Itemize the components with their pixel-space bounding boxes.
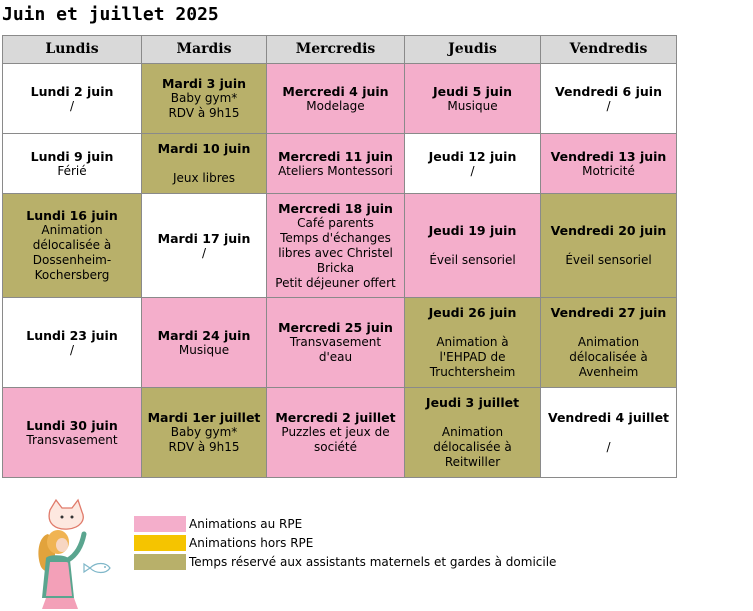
calendar-cell [142,64,267,134]
cell-activity: / [606,98,611,113]
legend-item [134,534,556,552]
cell-activity: / [606,440,611,454]
calendar-table [2,35,677,478]
calendar-cell [405,194,541,298]
cat-head-icon [49,500,83,529]
legend-item [134,553,556,571]
cell-activity: / [69,342,75,357]
cell-date: Lundi 30 juin [26,417,118,433]
cell-activity: Animation à l'EHPAD de Truchtersheim [429,335,516,379]
cell-activity: Musique [447,98,498,113]
cell-date: Vendredi 6 juin [555,83,662,99]
legend-label: Animations au RPE [189,517,303,531]
calendar-cell [541,134,677,194]
cell-date: Jeudi 12 juin [428,148,517,164]
cell-activity: Animation délocalisée à Avenheim [569,335,648,379]
calendar-row [3,388,677,478]
cell-activity: Modelage [306,98,365,113]
cell-activity: Jeux libres [172,171,236,185]
cell-date: Mardi 1er juillet [147,410,261,425]
cell-date: Lundi 2 juin [30,83,114,99]
cell-activity: Ateliers Montessori [278,163,393,178]
cell-activity: Motricité [582,163,635,178]
calendar-cell [267,194,405,298]
header-jeudis: Jeudis [405,36,541,64]
legend-swatch-olive [134,554,186,570]
cell-date: Vendredi 20 juin [550,223,667,238]
cell-date: Jeudi 26 juin [428,305,517,320]
cell-date: Mardi 3 juin [161,76,247,91]
calendar-cell [541,194,677,298]
cell-date: Mercredi 18 juin [278,200,393,216]
cell-date: Mercredi 2 juillet [275,410,396,425]
cell-date: Mardi 24 juin [157,327,251,343]
calendar-row [3,64,677,134]
cell-activity: Baby gym* RDV à 9h15 [168,91,240,120]
cell-activity: Baby gym* RDV à 9h15 [168,425,240,454]
cell-activity: Musique [178,342,230,357]
calendar-cell [267,388,405,478]
cell-date: Jeudi 19 juin [428,223,517,238]
calendar-cell [3,64,142,134]
calendar-cell [142,134,267,194]
fish-icon [84,564,110,573]
calendar-cell [405,64,541,134]
cell-activity: / [201,245,207,260]
cell-activity: Animation délocalisée à Reitwiller [433,425,512,469]
calendar-cell [3,194,142,298]
calendar-cell [541,298,677,388]
calendar-cell [142,388,267,478]
cell-activity: Puzzles et jeux de société [281,425,390,454]
calendar-cell [142,298,267,388]
cell-date: Jeudi 3 juillet [425,395,520,410]
calendar-cell [541,388,677,478]
calendar-row [3,194,677,298]
header-mardis: Mardis [142,36,267,64]
cell-activity: Transvasement [26,432,118,447]
cell-date: Vendredi 27 juin [550,305,667,320]
header-vendredis: Vendredis [541,36,677,64]
legend-label: Animations hors RPE [189,536,314,550]
cell-date: Lundi 9 juin [30,148,114,164]
cell-date: Mardi 10 juin [157,141,251,156]
cell-activity: / [69,98,75,113]
page-title: Juin et juillet 2025 [2,4,219,25]
cell-date: Lundi 23 juin [26,327,118,343]
calendar-cell [3,134,142,194]
calendar-cell [267,298,405,388]
calendar-cell [142,194,267,298]
calendar-cell [405,388,541,478]
cell-date: Mardi 17 juin [157,230,251,246]
calendar-cell [541,64,677,134]
cell-date: Mercredi 11 juin [278,148,393,164]
cell-date: Lundi 16 juin [26,208,118,223]
header-row [3,36,677,64]
header-lundis: Lundis [3,36,142,64]
calendar-cell [3,298,142,388]
legend-swatch-pink [134,516,186,532]
calendar-cell [3,388,142,478]
cell-activity: Café parents Temps d'échanges libres avec Christel Bricka Petit déjeuner offert [275,215,396,290]
cell-activity: / [470,163,475,178]
cell-activity: Éveil sensoriel [565,253,652,267]
cell-activity: Férié [57,163,87,178]
calendar-row [3,134,677,194]
cell-activity: Animation délocalisée à Dossenheim- Kochersberg [32,223,112,282]
header-mercredis: Mercredis [267,36,405,64]
calendar-cell [405,298,541,388]
cell-date: Vendredi 4 juillet [547,410,670,425]
calendar-cell [267,64,405,134]
cell-activity: Transvasement d'eau [289,335,382,364]
girl-with-cat-illustration [12,498,122,611]
cell-date: Vendredi 13 juin [550,148,667,164]
cell-date: Mercredi 4 juin [282,83,389,99]
calendar-cell [405,134,541,194]
cell-date: Mercredi 25 juin [278,320,393,335]
cell-date: Jeudi 5 juin [432,83,513,99]
legend [134,515,556,572]
cell-activity: Éveil sensoriel [429,253,516,267]
calendar-cell [267,134,405,194]
legend-item [134,515,556,533]
calendar-row [3,298,677,388]
legend-swatch-yellow [134,535,186,551]
legend-label: Temps réservé aux assistants maternels et gardes à domicile [189,555,557,569]
